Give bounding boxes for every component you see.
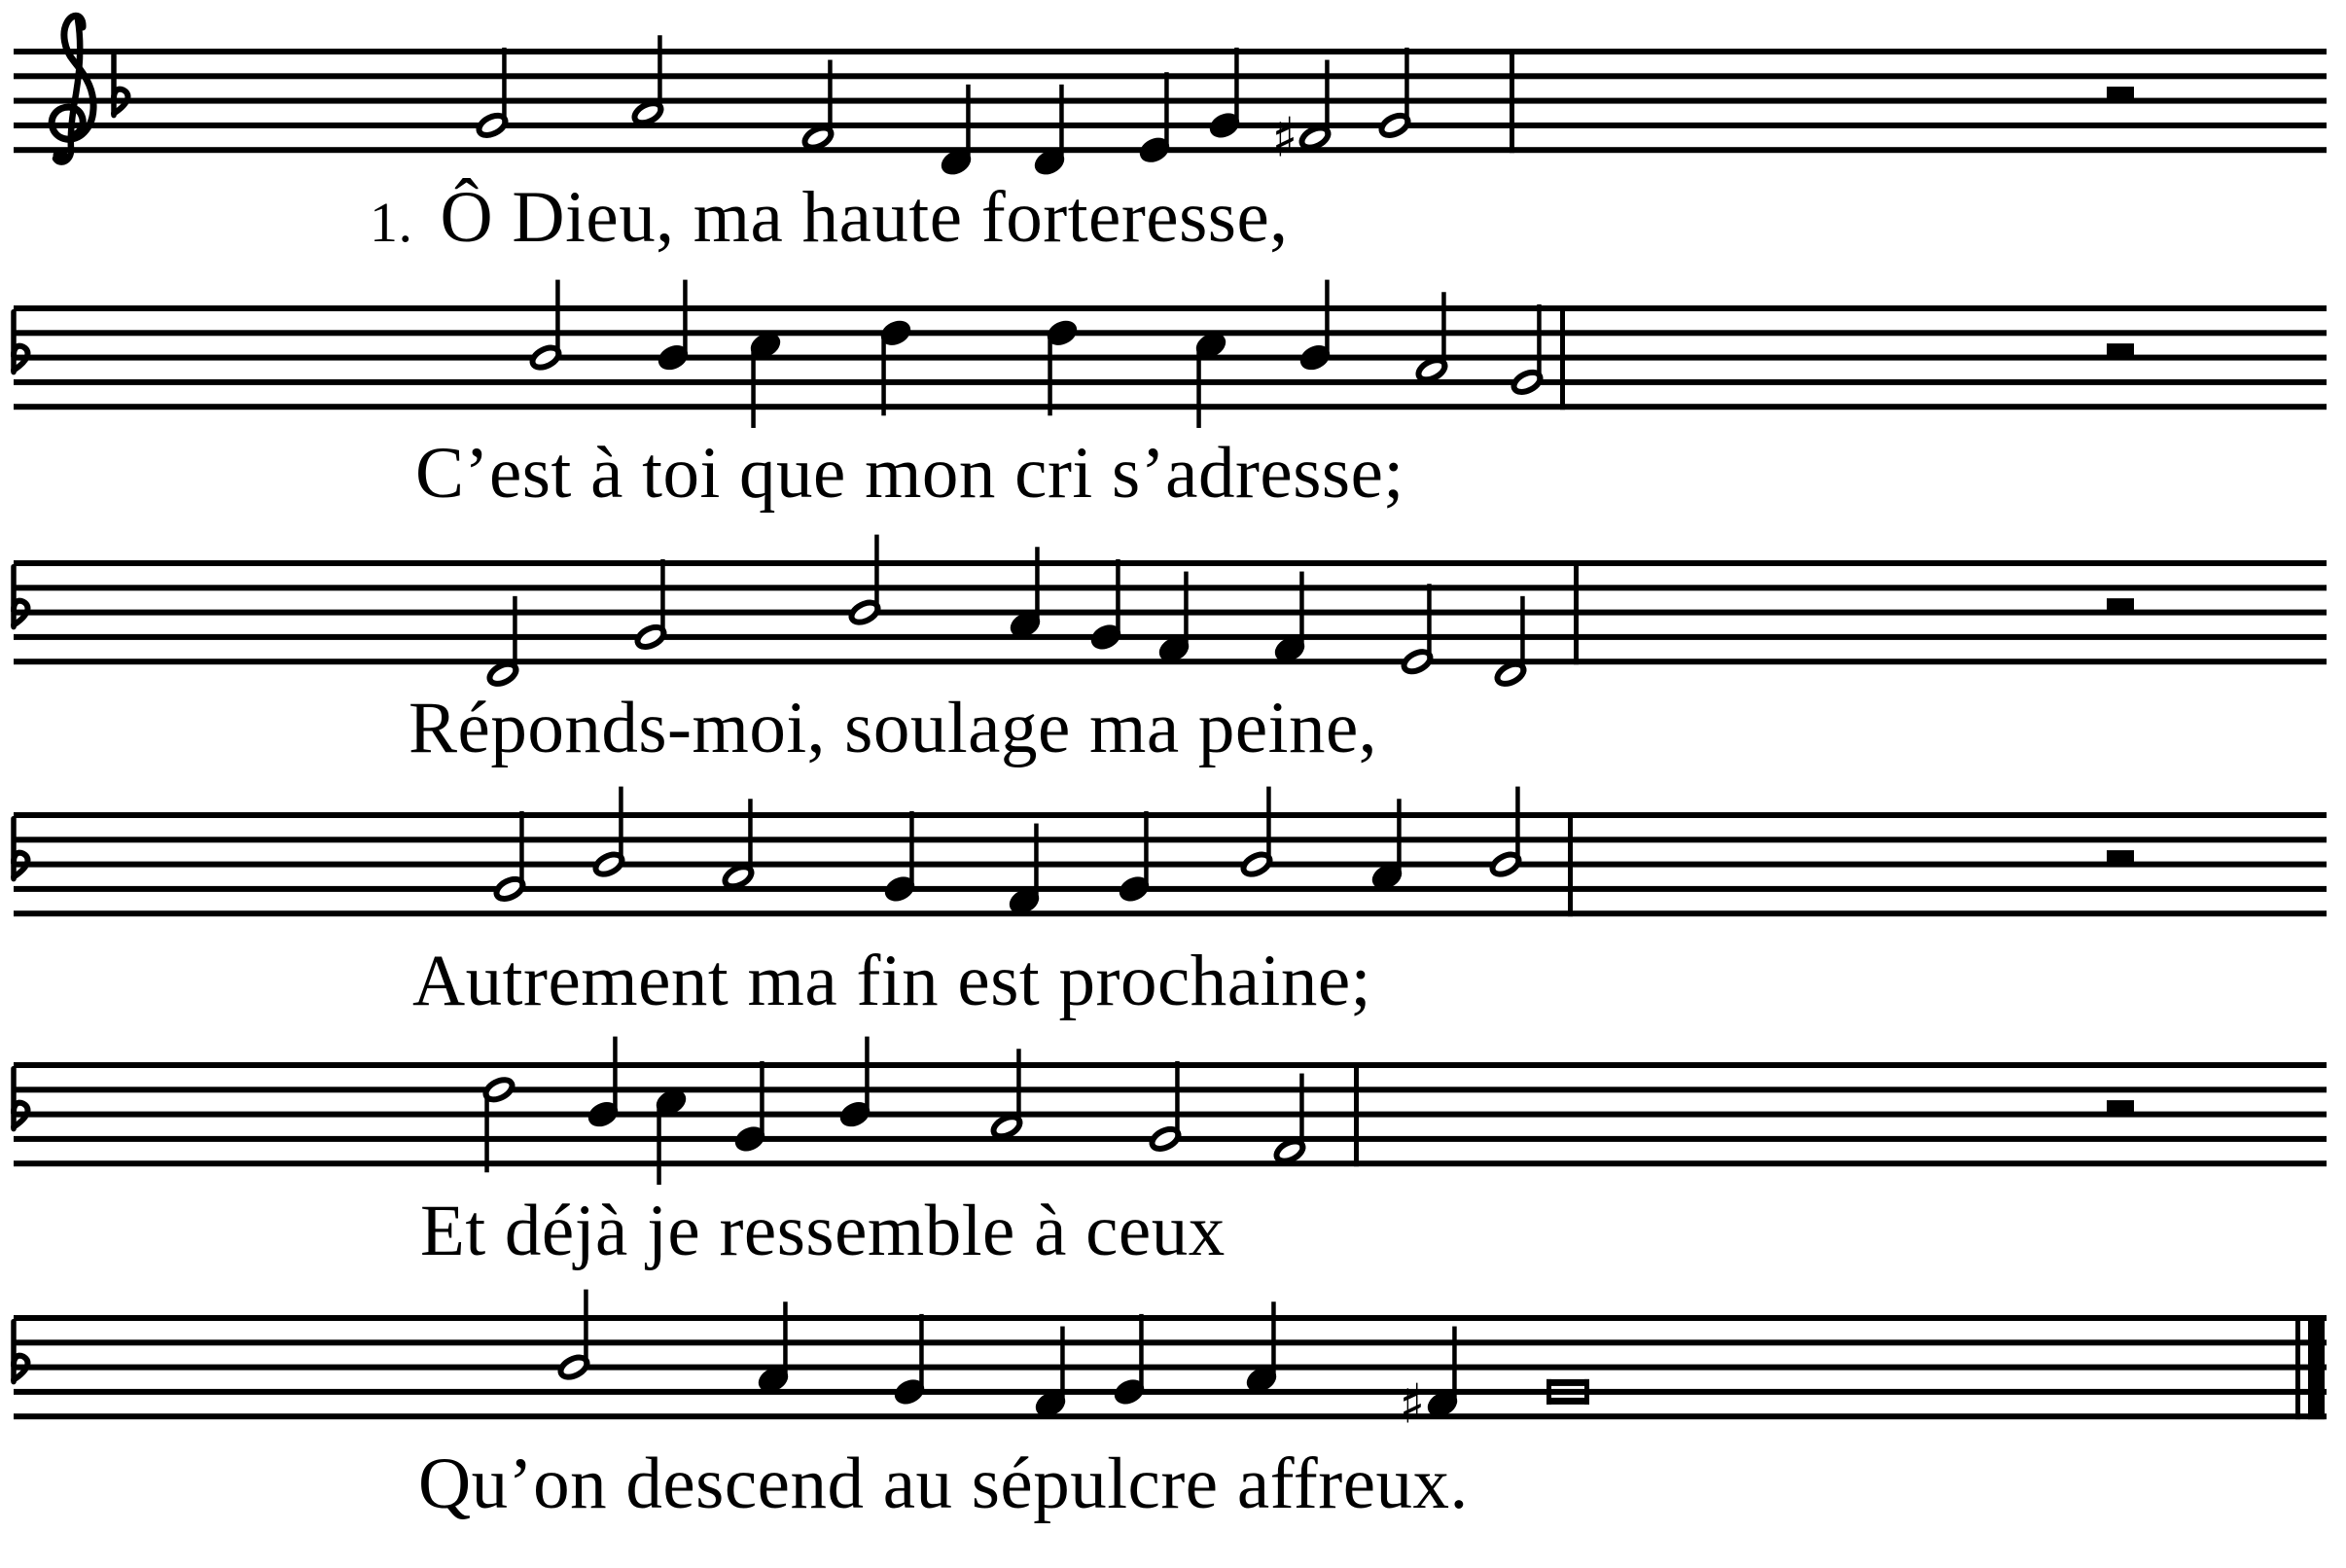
- note-g4-half: [476, 48, 509, 139]
- staff-line: [14, 330, 2327, 336]
- note-b4-quarter: [586, 1037, 621, 1130]
- staff-line: [14, 355, 2327, 361]
- note-stem: [1175, 1061, 1180, 1136]
- lyric-text-4: Autrement ma fin est prochaine;: [412, 941, 1371, 1021]
- staff-line: [14, 886, 2327, 892]
- breve-bar: [1546, 1398, 1589, 1405]
- note-stem: [513, 596, 517, 671]
- rest: [2107, 850, 2134, 863]
- staff-line: [14, 862, 2327, 868]
- note-g4-quarter: [1112, 1314, 1147, 1408]
- staff-line: [14, 837, 2327, 842]
- note-g4-quarter: [1117, 811, 1152, 905]
- note-stem: [1060, 1327, 1065, 1402]
- note-stem: [1325, 60, 1330, 135]
- note-c5-quarter: [1193, 330, 1228, 428]
- staff-line: [14, 404, 2327, 410]
- rest: [2107, 87, 2134, 99]
- note-g4-quarter: [892, 1314, 927, 1408]
- note-stem: [657, 1106, 661, 1185]
- note-stem: [1196, 349, 1201, 428]
- note-stem: [909, 811, 914, 886]
- lyric-line-6: [418, 1443, 1469, 1524]
- staff-3: [14, 535, 2327, 688]
- note-b4-half: [1240, 787, 1273, 878]
- staff-line: [14, 147, 2327, 153]
- barline: [1574, 561, 1579, 664]
- rest: [2107, 1100, 2134, 1113]
- note-stem: [683, 280, 688, 355]
- note-stem: [1266, 787, 1271, 862]
- note-b4-half: [557, 1290, 590, 1381]
- note-stem: [760, 1061, 764, 1136]
- barline: [1568, 813, 1573, 916]
- note-stem: [751, 349, 756, 428]
- lyric-line-3: [409, 688, 1378, 768]
- lyric-text-6: Qu’on descend au sépulcre affreux.: [418, 1443, 1469, 1524]
- note-b4-half: [848, 535, 881, 626]
- lyric-line-5: [420, 1191, 1226, 1271]
- note-stem: [966, 85, 971, 160]
- staff-line: [14, 1062, 2327, 1068]
- note-d5-half: [482, 1076, 515, 1172]
- note-g4-half: [1378, 48, 1411, 139]
- note-stem: [828, 60, 833, 135]
- staff-4: [14, 787, 2327, 917]
- note-stem: [1164, 72, 1169, 147]
- staff-line: [14, 123, 2327, 128]
- barline: [1560, 306, 1565, 410]
- rest: [2107, 343, 2134, 356]
- note-c5-quarter: [748, 330, 783, 428]
- note-d5-quarter: [1045, 317, 1080, 415]
- breve-side: [1584, 1379, 1589, 1405]
- note-stem: [1427, 584, 1432, 659]
- note-stem: [1441, 292, 1446, 367]
- note-stem: [584, 1290, 588, 1365]
- note-b4-quarter: [656, 280, 691, 374]
- note-stem: [865, 1037, 870, 1112]
- note-stem: [874, 535, 879, 610]
- lyric-line-2: [415, 433, 1404, 514]
- note-stem: [1116, 559, 1120, 634]
- note-g4-quarter: [1088, 559, 1123, 653]
- note-g4-half: [1149, 1061, 1182, 1153]
- verse-number: 1.: [370, 191, 413, 254]
- flat-icon: [14, 312, 28, 373]
- lyric-text-2: C’est à toi que mon cri s’adresse;: [415, 433, 1404, 514]
- note-stem: [1537, 304, 1542, 379]
- note-g4-quarter: [1207, 48, 1242, 141]
- final-barline-thick: [2308, 1316, 2325, 1419]
- note-stem: [783, 1301, 788, 1376]
- note-b4-quarter: [1297, 280, 1333, 374]
- note-stem: [1016, 1049, 1021, 1123]
- lyric-line-4: [412, 941, 1371, 1021]
- lyric-text-1: Ô Dieu, ma haute forteresse,: [440, 177, 1289, 258]
- staff-line: [14, 560, 2327, 566]
- note-b4-half: [529, 280, 562, 372]
- final-barline-thin: [2295, 1316, 2300, 1419]
- staff-line: [14, 49, 2327, 54]
- flat-icon: [14, 1322, 28, 1382]
- note-stem: [484, 1093, 489, 1172]
- staff-line: [14, 305, 2327, 311]
- staff-line: [14, 585, 2327, 590]
- note-stem: [919, 1314, 924, 1389]
- note-b4-quarter: [837, 1037, 872, 1130]
- lyric-text-5: Et déjà je ressemble à ceux: [420, 1191, 1226, 1271]
- staff-line: [14, 1339, 2327, 1345]
- note-stem: [1059, 85, 1064, 160]
- note-stem: [1515, 787, 1520, 862]
- note-stem: [748, 799, 753, 873]
- note-g4-half: [493, 811, 526, 903]
- note-g4-quarter: [732, 1061, 767, 1155]
- note-stem: [1325, 280, 1330, 355]
- note-stem: [1452, 1327, 1457, 1402]
- staff-line: [14, 379, 2327, 385]
- sharp-icon: ♯: [1271, 106, 1298, 170]
- staff-line: [14, 812, 2327, 818]
- note-stem: [1271, 1301, 1276, 1376]
- sharp-icon: ♯: [1399, 1372, 1426, 1437]
- note-stem: [1048, 337, 1052, 415]
- note-b4-half: [592, 787, 625, 878]
- flat-icon: [14, 1069, 28, 1129]
- note-c5-quarter: [654, 1087, 689, 1185]
- note-stem: [1034, 824, 1039, 899]
- breve-bar: [1546, 1379, 1589, 1386]
- note-stem: [613, 1037, 618, 1112]
- note-stem: [1520, 596, 1525, 671]
- lyric-line-1: [370, 177, 1289, 258]
- note-stem: [1397, 799, 1402, 873]
- note-stem: [555, 280, 560, 355]
- note-stem: [619, 787, 623, 862]
- staff-2: [14, 280, 2327, 428]
- note-stem: [660, 559, 665, 634]
- staff-line: [14, 98, 2327, 104]
- staff-line: [14, 610, 2327, 616]
- note-stem: [881, 337, 886, 415]
- note-stem: [519, 811, 524, 886]
- note-stem: [658, 35, 662, 110]
- staff-line: [14, 1315, 2327, 1321]
- note-g4-half: [634, 559, 667, 651]
- note-e4-half: [1401, 584, 1434, 675]
- note-e4-quarter: [1137, 72, 1172, 165]
- staff-5: [14, 1037, 2327, 1185]
- staff-line: [14, 1365, 2327, 1371]
- note-d5-quarter: [878, 317, 913, 415]
- staff-line: [14, 910, 2327, 916]
- note-g4-half: [1511, 304, 1544, 396]
- rest: [2107, 598, 2134, 611]
- staff-1: [14, 16, 2327, 178]
- note-stem: [1234, 48, 1239, 123]
- treble-clef-icon: [52, 16, 93, 162]
- lyric-text-3: Réponds-moi, soulage ma peine,: [409, 688, 1378, 768]
- flat-icon: [14, 567, 28, 627]
- note-stem: [1299, 572, 1304, 647]
- staff-6: [14, 1290, 2327, 1437]
- note-stem: [1139, 1314, 1144, 1389]
- barline: [1510, 50, 1514, 153]
- barline: [1354, 1063, 1359, 1166]
- flat-icon: [114, 55, 128, 116]
- staff-line: [14, 1413, 2327, 1419]
- note-stem: [1144, 811, 1149, 886]
- note-stem: [502, 48, 507, 123]
- staff-line: [14, 1087, 2327, 1092]
- note-g4-quarter: [882, 811, 917, 905]
- note-stem: [1184, 572, 1189, 647]
- flat-icon: [14, 819, 28, 879]
- note-stem: [1404, 48, 1409, 123]
- staff-line: [14, 1112, 2327, 1118]
- staff-line: [14, 1160, 2327, 1166]
- note-stem: [1299, 1074, 1304, 1149]
- breve-side: [1546, 1379, 1551, 1405]
- staff-line: [14, 1389, 2327, 1395]
- note-stem: [1035, 547, 1040, 622]
- staff-line: [14, 73, 2327, 79]
- note-b4-half: [1489, 787, 1522, 878]
